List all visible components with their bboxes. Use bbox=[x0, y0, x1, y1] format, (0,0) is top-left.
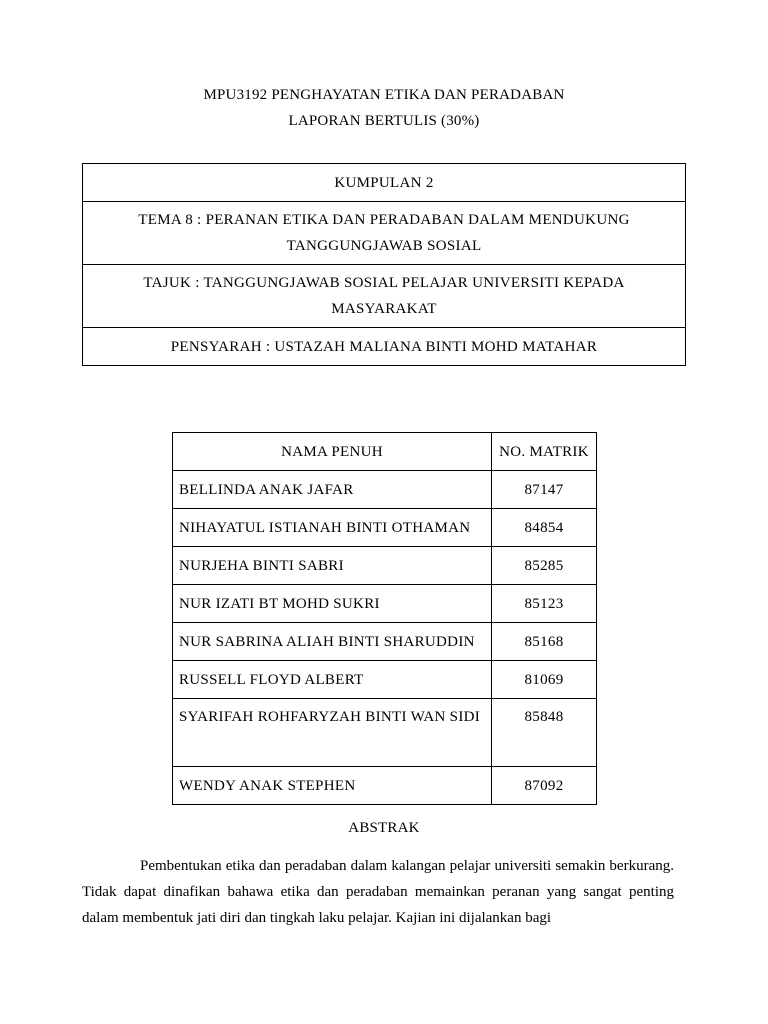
abstract-paragraph: Pembentukan etika dan peradaban dalam kalangan pelajar universiti semakin berkurang. Tidak dapat dinafikan bahawa etika dan peradaban memainkan peranan yang sangat penting dalam membentuk jati diri dan tingkah laku pelajar. Kajian ini dijalankan bagi bbox=[82, 858, 674, 926]
member-matrik: 85848 bbox=[492, 699, 597, 767]
member-name: BELLINDA ANAK JAFAR bbox=[173, 471, 492, 509]
member-matrik: 85285 bbox=[492, 547, 597, 585]
table-row bbox=[173, 661, 597, 699]
member-matrik: 81069 bbox=[492, 661, 597, 699]
member-matrik: 87092 bbox=[492, 767, 597, 805]
table-row bbox=[173, 699, 597, 767]
member-matrik: 85123 bbox=[492, 585, 597, 623]
abstract-heading: ABSTRAK bbox=[348, 820, 420, 836]
member-name: NURJEHA BINTI SABRI bbox=[173, 547, 492, 585]
title-cell: TAJUK : TANGGUNGJAWAB SOSIAL PELAJAR UNIVERSITI KEPADA MASYARAKAT bbox=[83, 265, 686, 328]
member-name: SYARIFAH ROHFARYZAH BINTI WAN SIDI bbox=[173, 699, 492, 767]
table-header-row bbox=[173, 433, 597, 471]
table-row bbox=[173, 585, 597, 623]
group-cell: KUMPULAN 2 bbox=[83, 164, 686, 202]
members-table bbox=[172, 432, 597, 805]
group-info-table bbox=[82, 163, 686, 366]
member-name: RUSSELL FLOYD ALBERT bbox=[173, 661, 492, 699]
member-matrik: 85168 bbox=[492, 623, 597, 661]
member-matrik: 84854 bbox=[492, 509, 597, 547]
lecturer-cell: PENSYARAH : USTAZAH MALIANA BINTI MOHD MATAHAR bbox=[83, 328, 686, 366]
table-row bbox=[173, 547, 597, 585]
document-title: MPU3192 PENGHAYATAN ETIKA DAN PERADABAN bbox=[203, 87, 565, 103]
table-row bbox=[173, 767, 597, 805]
header-matrik: NO. MATRIK bbox=[492, 433, 597, 471]
header-name: NAMA PENUH bbox=[173, 433, 492, 471]
member-matrik: 87147 bbox=[492, 471, 597, 509]
document-subtitle: LAPORAN BERTULIS (30%) bbox=[288, 113, 480, 129]
member-name: NUR SABRINA ALIAH BINTI SHARUDDIN bbox=[173, 623, 492, 661]
theme-cell: TEMA 8 : PERANAN ETIKA DAN PERADABAN DALAM MENDUKUNG TANGGUNGJAWAB SOSIAL bbox=[83, 202, 686, 265]
table-row bbox=[173, 471, 597, 509]
member-name: NUR IZATI BT MOHD SUKRI bbox=[173, 585, 492, 623]
member-name: NIHAYATUL ISTIANAH BINTI OTHAMAN bbox=[173, 509, 492, 547]
member-name: WENDY ANAK STEPHEN bbox=[173, 767, 492, 805]
table-row bbox=[173, 623, 597, 661]
table-row bbox=[173, 509, 597, 547]
